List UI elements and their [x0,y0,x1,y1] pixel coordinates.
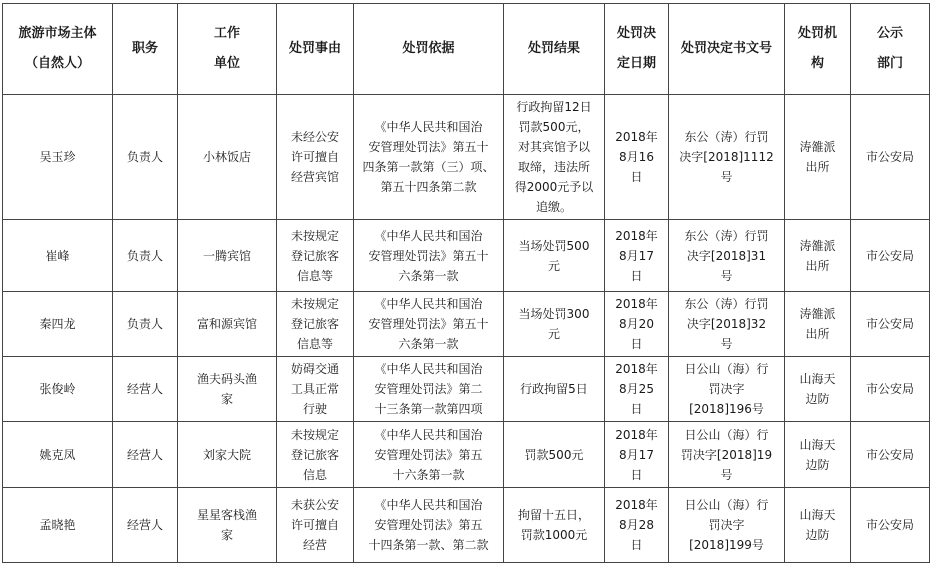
header-subject: 旅游市场主体 （自然人） [3,4,113,95]
header-publish-dept: 公示 部门 [851,4,930,95]
cell-agency: 山海天 边防 [785,422,851,488]
cell-doc-number: 日公山（海）行 罚决字 [2018]196号 [669,357,785,422]
cell-agency: 涛雒派 出所 [785,95,851,220]
cell-dept: 市公安局 [851,95,930,220]
cell-date: 2018年 8月16 日 [605,95,669,220]
cell-position: 负责人 [113,220,178,292]
cell-basis: 《中华人民共和国治 安管理处罚法》第五 十四条第一款、第二款 [354,488,504,563]
cell-position: 经营人 [113,488,178,563]
cell-result: 行政拘留5日 [504,357,605,422]
header-date: 处罚决 定日期 [605,4,669,95]
cell-reason: 妨碍交通 工具正常 行驶 [277,357,354,422]
cell-unit: 富和源宾馆 [178,292,277,357]
cell-result: 行政拘留12日 罚款500元， 对其宾馆予以 取缔，违法所 得2000元予以 追缴。 [504,95,605,220]
cell-dept: 市公安局 [851,422,930,488]
cell-unit: 星星客栈渔 家 [178,488,277,563]
table-row [3,357,930,422]
cell-basis: 《中华人民共和国治 安管理处罚法》第五十 四条第一款第（三）项、 第五十四条第二款 [354,95,504,220]
cell-reason: 未经公安 许可擅自 经营宾馆 [277,95,354,220]
cell-agency: 山海天 边防 [785,488,851,563]
cell-position: 负责人 [113,95,178,220]
cell-dept: 市公安局 [851,488,930,563]
cell-date: 2018年 8月20 日 [605,292,669,357]
cell-position: 经营人 [113,422,178,488]
header-reason: 处罚事由 [277,4,354,95]
cell-doc-number: 日公山（海）行 罚决字[2018]19 号 [669,422,785,488]
cell-reason: 未按规定 登记旅客 信息等 [277,292,354,357]
table-row [3,422,930,488]
table-row [3,220,930,292]
cell-name: 姚克凤 [3,422,113,488]
cell-name: 孟晓艳 [3,488,113,563]
cell-result: 当场处罚300 元 [504,292,605,357]
header-row [3,4,930,95]
header-position: 职务 [113,4,178,95]
cell-dept: 市公安局 [851,357,930,422]
table-row [3,292,930,357]
cell-dept: 市公安局 [851,220,930,292]
cell-unit: 刘家大院 [178,422,277,488]
table-row [3,488,930,563]
cell-name: 张俊岭 [3,357,113,422]
header-doc-number: 处罚决定书文号 [669,4,785,95]
header-basis: 处罚依据 [354,4,504,95]
cell-doc-number: 东公（涛）行罚 决字[2018]31 号 [669,220,785,292]
cell-basis: 《中华人民共和国治 安管理处罚法》第五十 六条第一款 [354,292,504,357]
cell-result: 当场处罚500 元 [504,220,605,292]
cell-basis: 《中华人民共和国治 安管理处罚法》第五十 六条第一款 [354,220,504,292]
cell-unit: 渔夫码头渔 家 [178,357,277,422]
cell-position: 负责人 [113,292,178,357]
table-row [3,95,930,220]
cell-reason: 未按规定 登记旅客 信息 [277,422,354,488]
header-unit: 工作 单位 [178,4,277,95]
cell-date: 2018年 8月25 日 [605,357,669,422]
header-agency: 处罚机 构 [785,4,851,95]
cell-date: 2018年 8月17 日 [605,220,669,292]
cell-unit: 小林饭店 [178,95,277,220]
cell-doc-number: 东公（涛）行罚 决字[2018]32 号 [669,292,785,357]
cell-agency: 涛雒派 出所 [785,220,851,292]
cell-date: 2018年 8月17 日 [605,422,669,488]
cell-agency: 涛雒派 出所 [785,292,851,357]
cell-unit: 一腾宾馆 [178,220,277,292]
cell-reason: 未按规定 登记旅客 信息等 [277,220,354,292]
header-result: 处罚结果 [504,4,605,95]
cell-name: 秦四龙 [3,292,113,357]
cell-reason: 未获公安 许可擅自 经营 [277,488,354,563]
cell-basis: 《中华人民共和国治 安管理处罚法》第二 十三条第一款第四项 [354,357,504,422]
cell-doc-number: 东公（涛）行罚 决字[2018]1112 号 [669,95,785,220]
cell-doc-number: 日公山（海）行 罚决字 [2018]199号 [669,488,785,563]
penalty-table [2,3,930,563]
cell-name: 吴玉珍 [3,95,113,220]
cell-name: 崔峰 [3,220,113,292]
cell-result: 罚款500元 [504,422,605,488]
cell-position: 经营人 [113,357,178,422]
cell-result: 拘留十五日， 罚款1000元 [504,488,605,563]
cell-date: 2018年 8月28 日 [605,488,669,563]
cell-basis: 《中华人民共和国治 安管理处罚法》第五 十六条第一款 [354,422,504,488]
cell-dept: 市公安局 [851,292,930,357]
cell-agency: 山海天 边防 [785,357,851,422]
